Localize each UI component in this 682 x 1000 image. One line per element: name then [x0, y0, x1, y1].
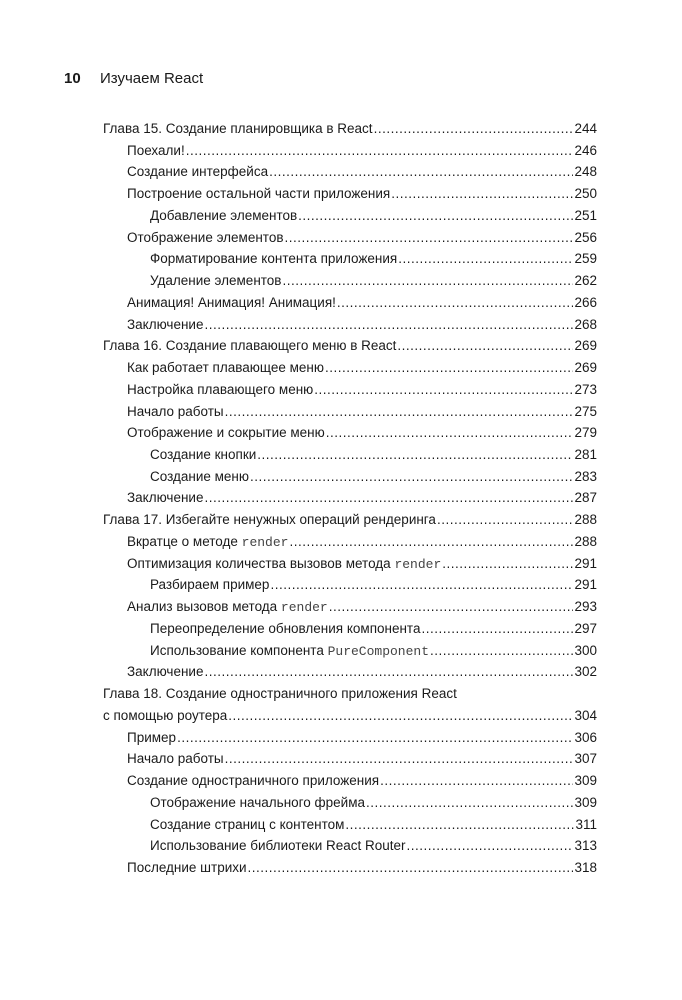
toc-entry-title: [150, 447, 256, 462]
toc-section-entry[interactable]: [103, 577, 597, 599]
title-text: Начало работы: [127, 403, 224, 419]
toc-entry-page-number: 307: [574, 751, 597, 767]
toc-section-entry[interactable]: [103, 817, 597, 839]
toc-entry-page-number: 251: [574, 207, 597, 223]
toc-entry-page-number: 256: [574, 229, 597, 245]
toc-section-entry[interactable]: [103, 621, 597, 643]
dot-leader: [177, 730, 573, 745]
toc-entry-title: [127, 317, 203, 332]
page-number: 10: [64, 70, 81, 87]
toc-entry-title: [127, 230, 284, 245]
toc-section-entry[interactable]: [103, 664, 597, 686]
toc-section-entry[interactable]: [103, 251, 597, 273]
dot-leader: [250, 469, 573, 484]
dot-leader: [437, 512, 574, 527]
toc-entry-page-number: 291: [574, 555, 597, 571]
dot-leader: [270, 577, 573, 592]
title-text: Начало работы: [127, 751, 224, 767]
toc-chapter-entry[interactable]: [103, 338, 597, 360]
toc-entry-title: [127, 534, 288, 550]
title-text: Вкратце о методе: [127, 533, 242, 549]
toc-entry-page-number: 300: [574, 642, 597, 658]
dot-leader: [186, 143, 574, 158]
dot-leader: [289, 534, 573, 549]
running-title: Изучаем React: [100, 70, 204, 87]
toc-entry-page-number: 313: [574, 838, 597, 854]
toc-entry-page-number: 244: [574, 121, 597, 136]
title-text: Создание кнопки: [150, 447, 257, 463]
dot-leader: [225, 404, 574, 419]
toc-section-entry[interactable]: [103, 382, 597, 404]
toc-entry-title: [127, 404, 224, 419]
dot-leader: [204, 317, 573, 332]
dot-leader: [442, 556, 573, 571]
title-text: Заключение: [127, 664, 204, 680]
toc-entry-page-number: 318: [574, 859, 597, 875]
dot-leader: [337, 295, 574, 310]
title-text: Как работает плавающее меню: [127, 360, 324, 376]
toc-entry-title: [127, 425, 325, 440]
toc-entry-title: [103, 708, 227, 723]
code-term: render: [394, 556, 442, 572]
title-text: Отображение элементов: [127, 229, 284, 245]
toc-entry-page-number: 288: [574, 533, 597, 549]
toc-entry-page-number: 304: [574, 707, 597, 723]
title-text: Анализ вызовов метода: [127, 599, 281, 615]
title-text: Заключение: [127, 490, 204, 506]
toc-section-entry[interactable]: [103, 795, 597, 817]
toc-entry-title: [150, 643, 429, 659]
toc-entry-page-number: 311: [575, 816, 597, 832]
toc-entry-title: [127, 490, 203, 505]
toc-entry-title: [127, 664, 203, 679]
title-text: Глава 15. Создание планировщика в React: [103, 121, 373, 136]
toc-entry-page-number: 259: [574, 251, 597, 267]
toc-section-entry[interactable]: [103, 838, 597, 860]
toc-entry-title: [127, 773, 379, 788]
toc-section-entry[interactable]: [103, 730, 597, 752]
toc-entry-page-number: 283: [574, 468, 597, 484]
dot-leader: [248, 860, 574, 875]
toc-entry-title: [127, 295, 336, 310]
toc-chapter-entry[interactable]: [103, 708, 597, 730]
toc-entry-page-number: 309: [574, 773, 597, 789]
toc-entry-page-number: 306: [574, 729, 597, 745]
toc-entry-title: [150, 621, 420, 636]
toc-section-entry[interactable]: [103, 773, 597, 795]
toc-entry-page-number: 293: [574, 599, 597, 615]
dot-leader: [398, 251, 573, 266]
toc-entry-title: [150, 795, 365, 810]
toc-section-entry[interactable]: [103, 230, 597, 252]
toc-section-entry[interactable]: [103, 143, 597, 165]
title-text: с помощью роутера: [103, 707, 228, 723]
toc-entry-title: [127, 143, 185, 158]
toc-entry-title: [150, 469, 249, 484]
dot-leader: [225, 751, 574, 766]
toc-entry-page-number: 279: [574, 425, 597, 441]
toc-entry-page-number: 269: [574, 360, 597, 376]
title-text: Оптимизация количества вызовов метода: [127, 555, 395, 571]
toc-section-entry[interactable]: [103, 425, 597, 447]
toc-entry-page-number: 268: [574, 316, 597, 332]
title-text: Удаление элементов: [150, 273, 282, 289]
title-text: Создание интерфейса: [127, 164, 269, 180]
toc-entry-title: [127, 556, 441, 572]
code-term: PureComponent: [327, 643, 430, 659]
dot-leader: [366, 795, 573, 810]
title-text: Использование библиотеки React Router: [150, 838, 406, 854]
toc-entry-title: [103, 512, 436, 527]
toc-entry-page-number: 288: [574, 512, 597, 528]
title-text: Настройка плавающего меню: [127, 381, 314, 397]
toc-entry-page-number: 275: [574, 403, 597, 419]
dot-leader: [257, 447, 573, 462]
toc-entry-page-number: 291: [574, 577, 597, 593]
toc-entry-page-number: 248: [574, 164, 597, 180]
toc-section-entry[interactable]: [103, 273, 597, 295]
toc-entry-title: [150, 273, 281, 288]
toc-entry-title: [127, 860, 247, 875]
dot-leader: [204, 664, 573, 679]
title-text: Создание меню: [150, 468, 250, 484]
toc-chapter-title-line: [103, 686, 597, 708]
title-text: Поехали!: [127, 142, 185, 158]
toc-entry-title: [127, 730, 176, 745]
toc-section-entry[interactable]: [103, 317, 597, 339]
toc-entry-page-number: 287: [574, 490, 597, 506]
dot-leader: [391, 186, 573, 201]
dot-leader: [397, 338, 573, 353]
dot-leader: [421, 621, 573, 636]
dot-leader: [282, 273, 573, 288]
toc-entry-page-number: 262: [574, 273, 597, 289]
toc-section-entry[interactable]: [103, 860, 597, 882]
dot-leader: [430, 643, 573, 658]
title-text: Построение остальной части приложения: [127, 186, 391, 202]
toc-entry-title: [150, 251, 397, 266]
toc-entry-page-number: 250: [574, 186, 597, 202]
toc-entry-title: [150, 838, 406, 853]
toc-entry-page-number: 273: [574, 381, 597, 397]
toc-entry-page-number: 297: [574, 620, 597, 636]
code-term: render: [280, 600, 328, 616]
toc-entry-page-number: 266: [574, 294, 597, 310]
toc-chapter-entry[interactable]: [103, 121, 597, 143]
toc-section-entry[interactable]: [103, 447, 597, 469]
dot-leader: [285, 230, 574, 245]
toc-entry-title: [103, 338, 396, 353]
page-header: [64, 70, 203, 90]
dot-leader: [380, 773, 573, 788]
toc-entry-title: [150, 577, 269, 592]
title-text: Отображение и сокрытие меню: [127, 425, 325, 441]
dot-leader: [329, 599, 574, 614]
title-text: Пример: [127, 729, 177, 745]
toc-entry-page-number: 302: [574, 664, 597, 680]
toc-entry-title: [127, 599, 328, 615]
toc-section-entry[interactable]: [103, 186, 597, 208]
toc-entry-page-number: 281: [574, 447, 597, 463]
toc-section-entry[interactable]: [103, 599, 597, 621]
toc-section-entry[interactable]: [103, 208, 597, 230]
toc-entry-title: [127, 164, 268, 179]
toc-section-entry[interactable]: [103, 751, 597, 773]
code-term: render: [241, 534, 289, 550]
title-text: Использование компонента: [150, 642, 328, 658]
title-text: Переопределение обновления компонента: [150, 620, 421, 636]
dot-leader: [326, 425, 574, 440]
toc-entry-title: [127, 360, 324, 375]
title-text: Глава 17. Избегайте ненужных операций рендеринга: [103, 512, 436, 528]
dot-leader: [298, 208, 573, 223]
dot-leader: [374, 121, 574, 136]
title-text: Заключение: [127, 316, 204, 332]
toc-section-entry[interactable]: [103, 295, 597, 317]
toc-entry-title: [127, 186, 390, 201]
toc-entry-page-number: 309: [574, 794, 597, 810]
dot-leader: [345, 817, 574, 832]
toc-entry-title: [127, 382, 313, 397]
title-text: Создание страниц с контентом: [150, 816, 345, 832]
toc-section-entry[interactable]: [103, 469, 597, 491]
dot-leader: [204, 490, 573, 505]
toc-section-entry[interactable]: [103, 490, 597, 512]
table-of-contents: [103, 121, 597, 882]
toc-chapter-entry[interactable]: [103, 512, 597, 534]
dot-leader: [325, 360, 574, 375]
title-text: Последние штрихи: [127, 859, 247, 875]
title-text: Добавление элементов: [150, 207, 298, 223]
title-text: Форматирование контента приложения: [150, 251, 398, 267]
toc-section-entry[interactable]: [103, 534, 597, 556]
dot-leader: [228, 708, 573, 723]
dot-leader: [314, 382, 573, 397]
toc-section-entry[interactable]: [103, 164, 597, 186]
toc-entry-title: [150, 208, 297, 223]
toc-entry-page-number: 269: [574, 338, 597, 354]
toc-section-entry[interactable]: [103, 556, 597, 578]
toc-section-entry[interactable]: [103, 404, 597, 426]
toc-section-entry[interactable]: [103, 643, 597, 665]
toc-entry-title: [127, 751, 224, 766]
title-text: Анимация! Анимация! Анимация!: [127, 294, 336, 310]
toc-entry-title: Глава 18. Создание одностраничного приложения React: [103, 686, 457, 702]
title-text: Разбираем пример: [150, 577, 270, 593]
dot-leader: [269, 164, 573, 179]
dot-leader: [407, 838, 574, 853]
toc-entry-page-number: 246: [574, 142, 597, 158]
title-text: Отображение начального фрейма: [150, 794, 366, 810]
toc-section-entry[interactable]: [103, 360, 597, 382]
toc-entry-title: [103, 121, 373, 136]
toc-entry-title: [150, 817, 344, 832]
title-text: Глава 16. Создание плавающего меню в React: [103, 338, 397, 354]
title-text: Создание одностраничного приложения: [127, 773, 380, 789]
